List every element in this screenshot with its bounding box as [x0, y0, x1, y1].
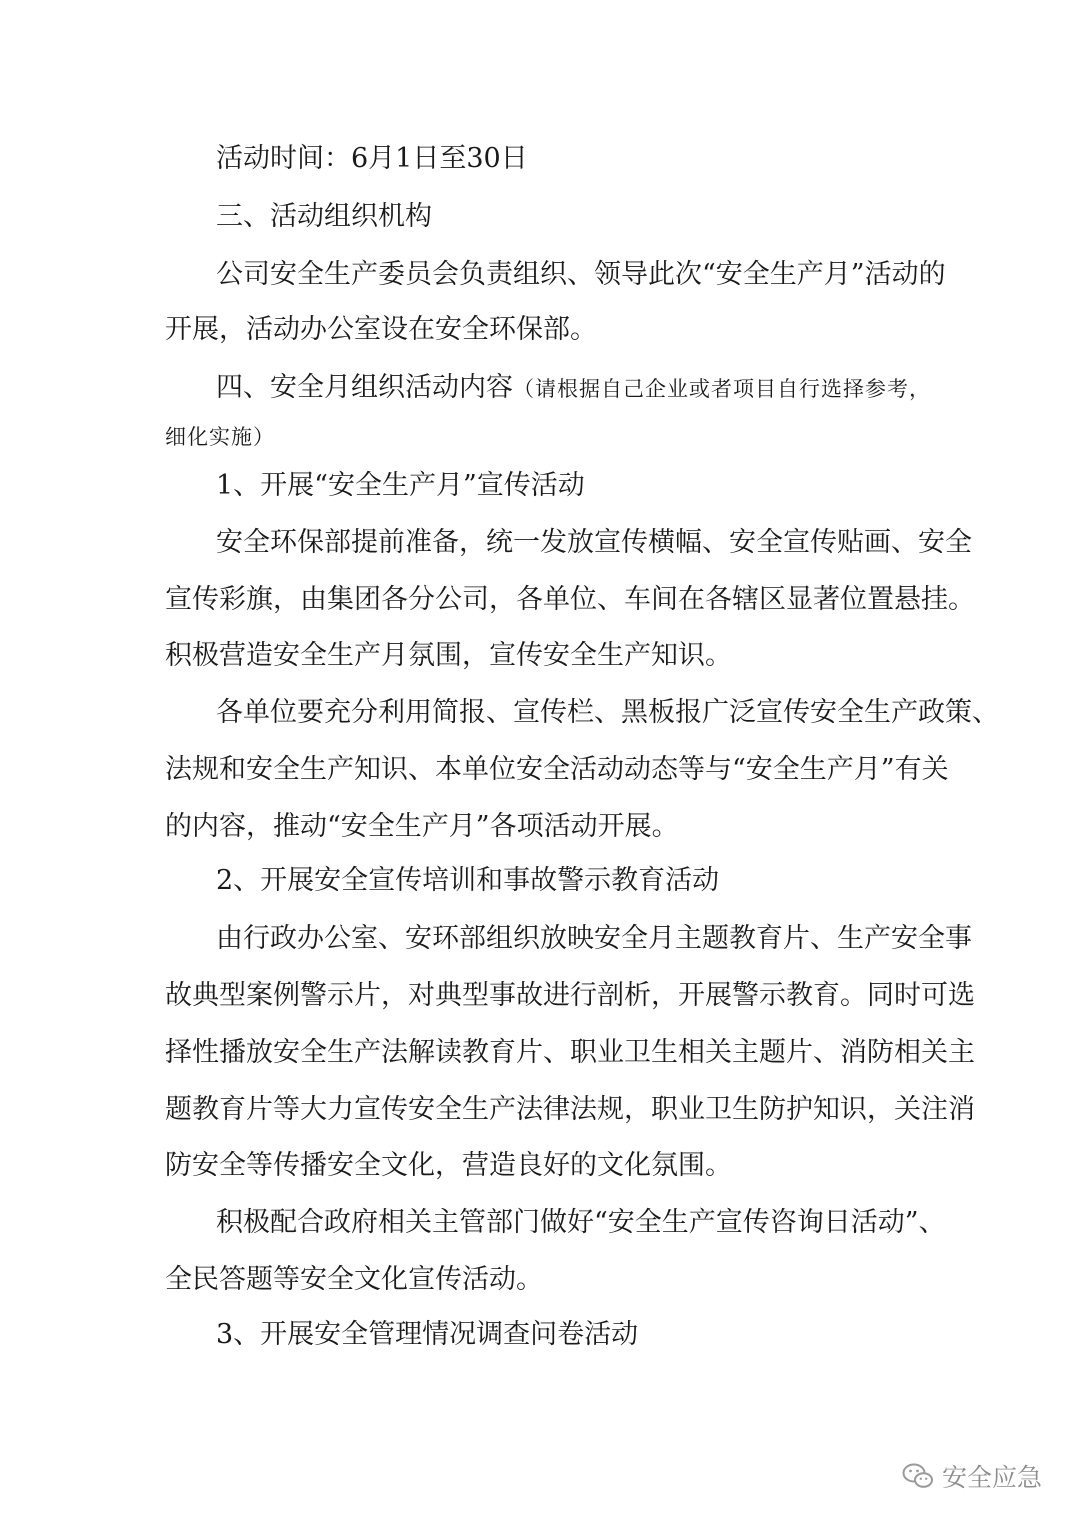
paragraph-line: 安全环保部提前准备，统一发放宣传横幅、安全宣传贴画、安全	[216, 527, 972, 558]
paragraph-line: 题教育片等大力宣传安全生产法律法规，职业卫生防护知识，关注消	[165, 1094, 975, 1125]
paragraph-line: 宣传彩旗，由集团各分公司，各单位、车间在各辖区显著位置悬挂。	[165, 584, 975, 615]
paragraph-line: 择性播放安全生产法解读教育片、职业卫生相关主题片、消防相关主	[165, 1037, 975, 1068]
paragraph-line: 积极营造安全生产月氛围，宣传安全生产知识。	[165, 640, 732, 671]
section-3-heading: 三、活动组织机构	[216, 201, 432, 232]
item-2-heading: 2、开展安全宣传培训和事故警示教育活动	[216, 865, 720, 896]
paragraph-line: 由行政办公室、安环部组织放映安全月主题教育片、生产安全事	[216, 923, 972, 954]
paragraph-line: 法规和安全生产知识、本单位安全活动动态等与“安全生产月”有关	[165, 754, 949, 785]
paragraph-line: 故典型案例警示片，对典型事故进行剖析，开展警示教育。同时可选	[165, 980, 975, 1011]
section-4-note-continued: 细化实施）	[165, 425, 275, 449]
paragraph-line: 积极配合政府相关主管部门做好“安全生产宣传咨询日活动”、	[216, 1207, 946, 1238]
section-4-heading	[216, 371, 931, 406]
activity-time-line: 活动时间：6月1日至30日	[216, 143, 528, 174]
section-4-title: 四、安全月组织活动内容	[216, 372, 513, 403]
watermark-text: 安全应急	[942, 1463, 1043, 1492]
paragraph-line: 各单位要充分利用简报、宣传栏、黑板报广泛宣传安全生产政策、	[216, 697, 999, 728]
paragraph-line: 全民答题等安全文化宣传活动。	[165, 1264, 543, 1295]
paragraph-line: 公司安全生产委员会负责组织、领导此次“安全生产月”活动的	[216, 259, 946, 290]
wechat-icon	[902, 1462, 934, 1490]
watermark	[902, 1458, 1042, 1494]
paragraph-line: 的内容，推动“安全生产月”各项活动开展。	[165, 811, 679, 842]
item-1-heading: 1、开展“安全生产月”宣传活动	[216, 470, 585, 501]
item-3-heading: 3、开展安全管理情况调查问卷活动	[216, 1319, 639, 1350]
section-4-note: （请根据自己企业或者项目自行选择参考，	[513, 377, 931, 401]
paragraph-line: 防安全等传播安全文化，营造良好的文化氛围。	[165, 1150, 732, 1181]
paragraph-line: 开展，活动办公室设在安全环保部。	[165, 314, 597, 345]
